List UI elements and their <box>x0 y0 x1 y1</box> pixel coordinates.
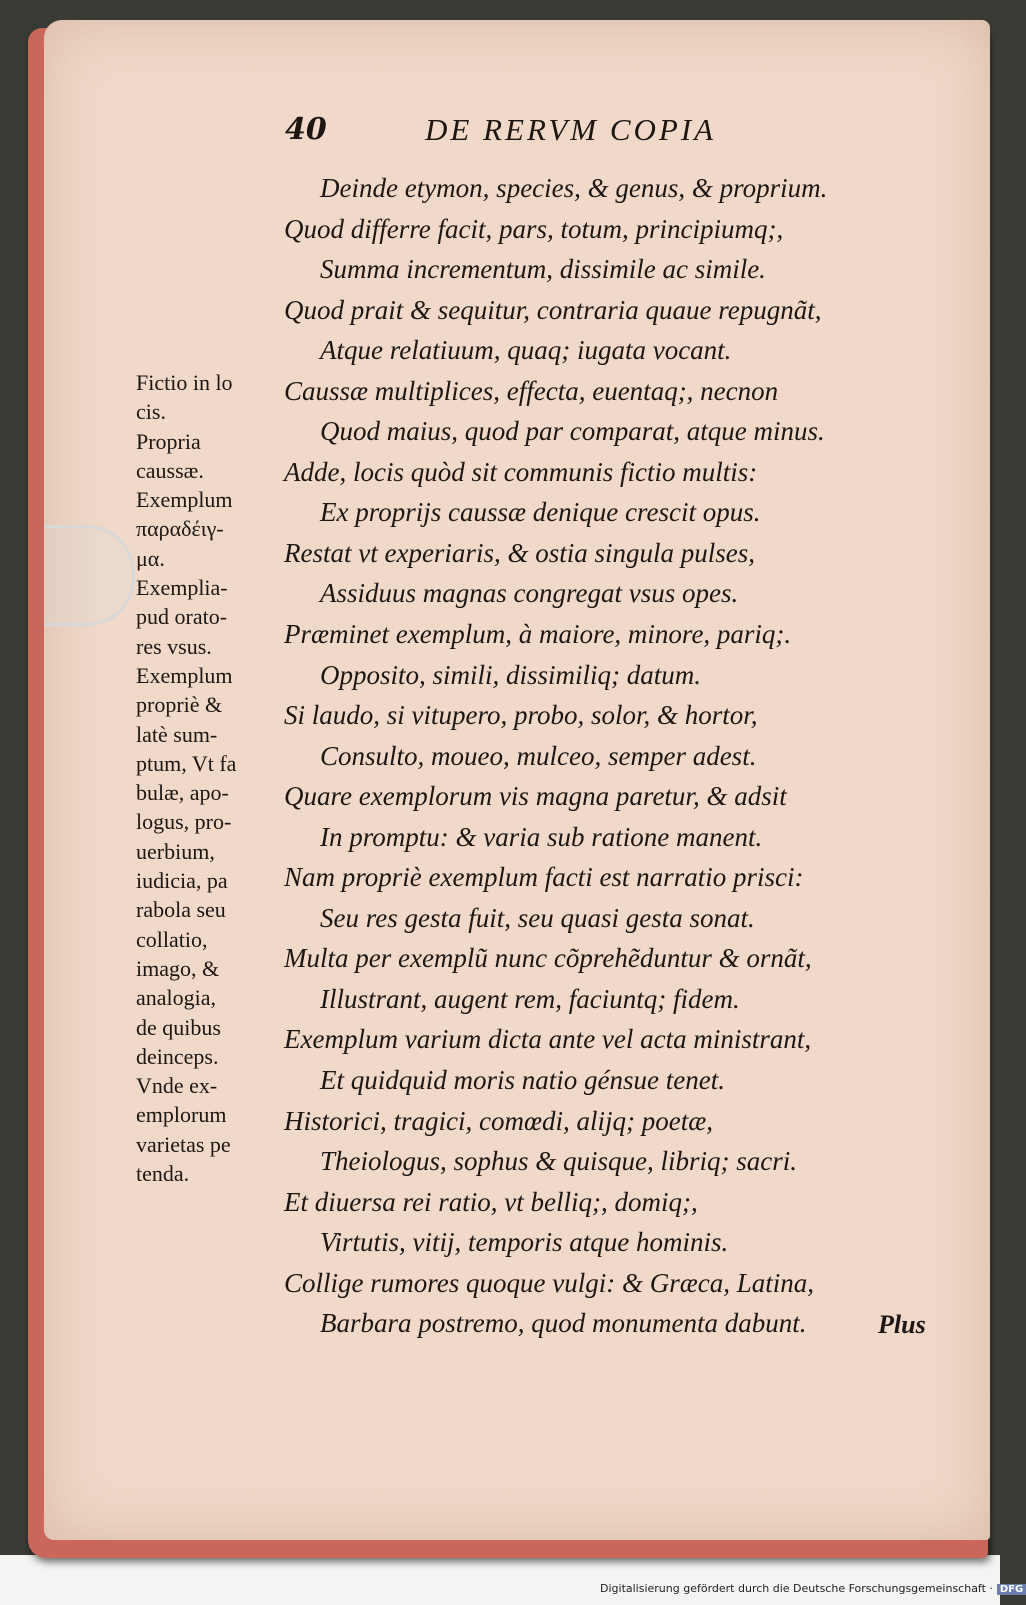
verse-line: Deinde etymon, species, & genus, & proprium. <box>320 173 828 203</box>
margin-line: res vsus. <box>136 633 212 659</box>
running-title: DE RERVM COPIA <box>425 112 717 147</box>
margin-line: emplorum <box>136 1102 227 1128</box>
margin-line: uerbium, <box>136 838 215 864</box>
margin-line: παραδέιγ- <box>136 516 224 542</box>
running-head <box>285 112 845 156</box>
digitization-credit <box>600 1582 1024 1600</box>
margin-line: rabola seu <box>136 897 226 923</box>
verse-text <box>284 168 944 1344</box>
verse-line: Et diuersa rei ratio, vt belliq;, domiq;, <box>284 1186 698 1217</box>
verse-line: Exemplum varium dicta ante vel acta ministrant, <box>284 1024 812 1055</box>
verse-line: Quod prait & sequitur, contraria quaue repugnãt, <box>284 294 822 325</box>
margin-line: propriè & <box>136 692 223 718</box>
verse-line: Ex proprijs caussæ denique crescit opus. <box>320 497 761 528</box>
margin-line: Exemplum <box>136 487 233 513</box>
margin-line: Vnde ex- <box>136 1073 218 1099</box>
page-number: 40 <box>285 112 327 147</box>
verse-line: Barbara postremo, quod monumenta dabunt. <box>320 1308 807 1339</box>
verse-line: Collige rumores quoque vulgi: & Græca, Latina, <box>284 1267 814 1298</box>
verse-line: Multa per exemplũ nunc cõprehẽduntur & ornãt, <box>284 943 812 974</box>
margin-line: Exemplia- <box>136 575 228 601</box>
verse-line: Consulto, moueo, mulceo, semper adest. <box>320 740 757 771</box>
verse-line: Opposito, simili, dissimiliq; datum. <box>320 659 702 690</box>
margin-line: cis. <box>136 399 166 425</box>
verse-line: Summa incrementum, dissimile ac simile. <box>320 254 766 285</box>
margin-line: deinceps. <box>136 1043 219 1069</box>
verse-line: Historici, tragici, comœdi, alijq; poetæ, <box>284 1105 713 1136</box>
marginal-notes <box>136 368 286 1188</box>
verse-line: Virtutis, vitij, temporis atque hominis. <box>320 1227 729 1258</box>
margin-line: de quibus <box>136 1014 221 1040</box>
margin-line: latè sum- <box>136 721 218 747</box>
verse-line: Quod differre facit, pars, totum, principiumq;, <box>284 213 784 244</box>
verse-line: Nam propriè exemplum facti est narratio prisci: <box>284 862 804 893</box>
verse-line: Et quidquid moris natio génsue tenet. <box>320 1065 725 1096</box>
margin-line: Exemplum <box>136 662 233 688</box>
verse-line: Præminet exemplum, à maiore, minore, pariq;. <box>284 619 792 650</box>
page-clip <box>44 525 135 626</box>
credit-text: Digitalisierung gefördert durch die Deutsche Forschungsgemeinschaft · <box>600 1582 993 1595</box>
verse-line: Restat vt experiaris, & ostia singula pulses, <box>284 537 755 568</box>
margin-line: Propria <box>136 428 201 454</box>
margin-line: μα. <box>136 545 165 571</box>
verse-line: In promptu: & varia sub ratione manent. <box>320 821 763 852</box>
margin-line: pud orato- <box>136 604 228 630</box>
verse-line: Illustrant, augent rem, faciuntq; fidem. <box>320 983 740 1014</box>
verse-line: Assiduus magnas congregat vsus opes. <box>320 578 739 609</box>
margin-line: iudicia, pa <box>136 868 228 894</box>
verse-line: Theiologus, sophus & quisque, libriq; sacri. <box>320 1146 798 1177</box>
verse-line: Seu res gesta fuit, seu quasi gesta sonat. <box>320 902 755 933</box>
verse-line: Atque relatiuum, quaq; iugata vocant. <box>320 335 732 366</box>
margin-line: Fictio in lo <box>136 370 233 395</box>
verse-line: Caussæ multiplices, effecta, euentaq;, necnon <box>284 375 779 406</box>
margin-line: imago, & <box>136 955 220 981</box>
margin-line: collatio, <box>136 926 208 952</box>
verse-line: Si laudo, si vitupero, probo, solor, & hortor, <box>284 700 758 731</box>
verse-line: Quod maius, quod par comparat, atque minus. <box>320 416 825 447</box>
margin-line: logus, pro- <box>136 809 232 835</box>
margin-line: bulæ, apo- <box>136 780 229 806</box>
margin-line: caussæ. <box>136 457 204 483</box>
dfg-logo: DFG <box>997 1584 1026 1595</box>
margin-line: tenda. <box>136 1161 190 1187</box>
verse-line: Adde, locis quòd sit communis fictio multis: <box>284 456 758 487</box>
margin-line: analogia, <box>136 985 217 1011</box>
margin-line: varietas pe <box>136 1131 231 1157</box>
margin-line: ptum, Vt fa <box>136 750 237 776</box>
catchword: Plus <box>878 1310 926 1339</box>
verse-line: Quare exemplorum vis magna paretur, & adsit <box>284 781 787 812</box>
